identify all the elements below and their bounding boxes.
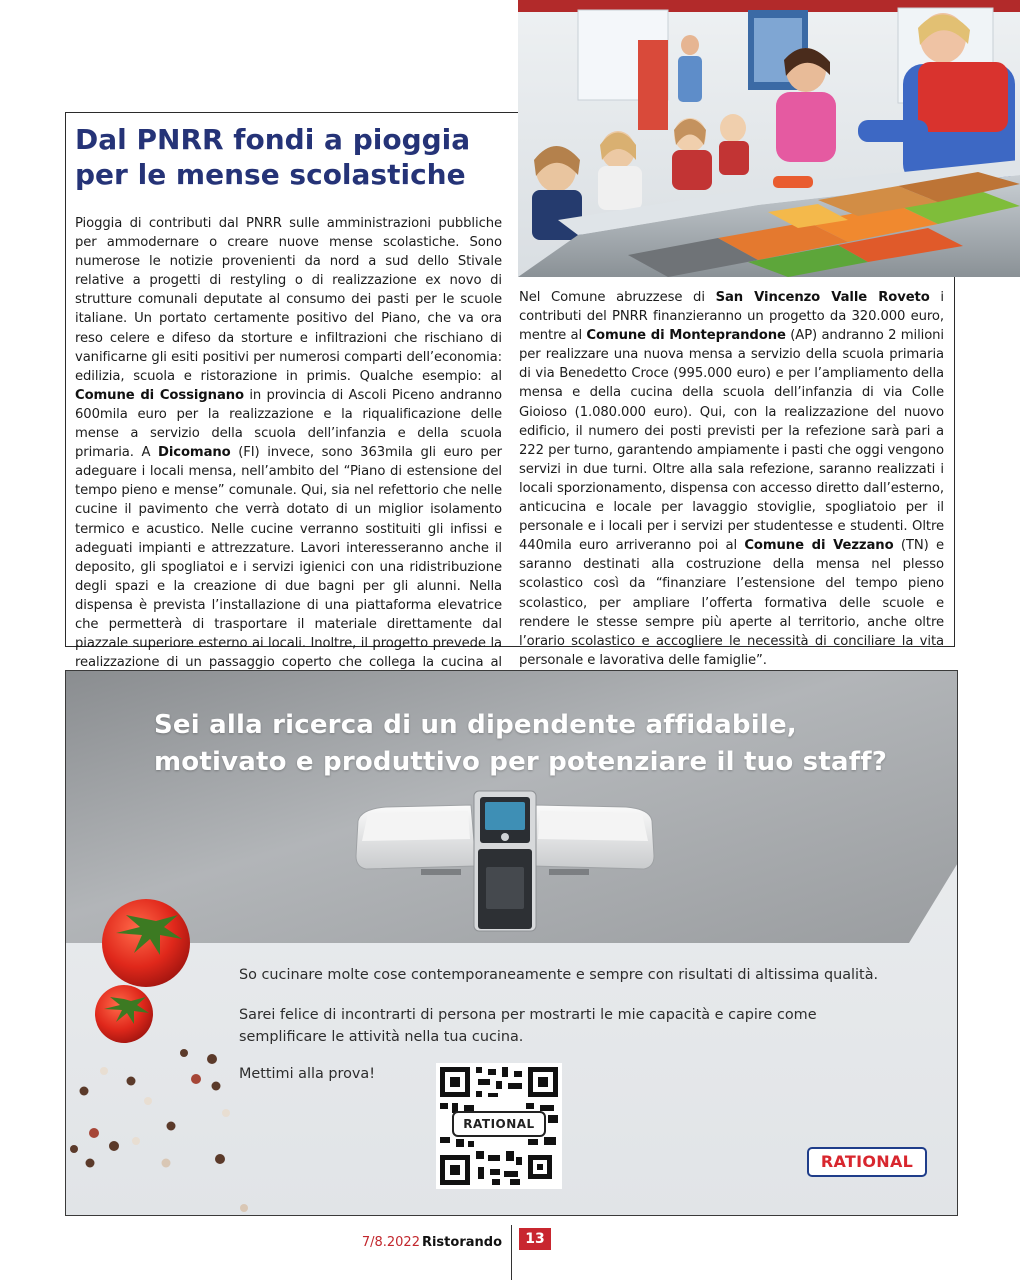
ad-call-to-action: Mettimi alla prova! [239, 1066, 375, 1082]
footer-divider [511, 1225, 512, 1280]
body-text: Nel Comune abruzzese di [519, 290, 716, 305]
advertisement [65, 670, 958, 1216]
body-text: (TN) e saranno destinati alla costruzione della mensa nel plesso scolastico così da “finanziare l’estensione del tempo pieno scolastico, per ampliare l’offerta formativa delle scuole e rendere le stesse sempre più aperte al territorio, anche oltre l’orario scolastico e accogliere le necessità di conciliare la vita personale e lavorativa delle famiglie”. [519, 538, 944, 668]
place-name-monteprandone: Comune di Monteprandone [586, 328, 786, 344]
body-text: (FI) invece, sono 363mila gli euro per adeguare i locali mensa, nell’ambito del “Piano di estensione del tempo pieno e mense” comunale. Qui, sia nel refettorio che nelle cucine il pavimento che verrà dotato di un miglior isolamento termico e acustico. Nelle cucine verranno sostituiti gli infissi e adeguati impianti e attrezzature. Lavori interesseranno anche il deposito, gli spogliatoi e i servizi igienici con una ridistribuzione degli spazi e la creazione di due bagni per gli alunni. Nella dispensa è prevista l’installazione di una piattaforma elevatrice che permetterà di trasportare il materiale direttamente dal piazzale superiore esterno ai locali. Inoltre, il progetto prevede la realizzazione di un passaggio coperto che collega la cucina al [75, 445, 502, 671]
rational-logo: RATIONAL [807, 1147, 927, 1177]
body-text: Pioggia di contributi dal PNRR sulle amministrazioni pubbliche per ammodernare o creare nuove mense scolastiche. Sono numerose le notizie provenienti da nord a sud dello Stivale relative a progetti di restyling o di realizzazione ex novo di strutture comunali deputate al consumo dei pasti per le scuole italiane. Un portato certamente positivo del Piano, che va ora reso celere e difeso da storture e infiltrazioni che rischiano di vanificarne gli esiti positivi per numerosi comparti dell’economia: edilizia, scuola e ristorazione in primis. Qualche esempio: al [75, 216, 502, 384]
place-name-dicomano: Dicomano [157, 445, 231, 461]
ad-headline: Sei alla ricerca di un dipendente affidabile, motivato e produttivo per potenziare il tuo staff? [154, 710, 888, 777]
body-text: i contributi del PNRR finanzieranno un progetto da 320.000 euro, mentre al [519, 290, 944, 344]
school-canteen-photo [518, 0, 1020, 277]
place-name-cossignano: Comune di Cossignano [75, 387, 244, 403]
issue-date [362, 1235, 502, 1251]
article-headline: Dal PNRR fondi a pioggia per le mense scolastiche [75, 123, 471, 191]
issue-date-value: 7/8.2022 [361, 1235, 420, 1250]
magazine-name: Ristorando [421, 1235, 502, 1250]
article-left-column [75, 214, 502, 691]
body-text: (AP) andranno 2 milioni per realizzare una nuova mensa a servizio della scuola primaria di via Benedetto Croce (995.000 euro) e per l’ampliamento della mensa e della cucina della scuola dell’infanzia di via Colle Gioioso (1.080.000 euro). Qui, con la realizzazione del nuovo edificio, il numero dei posti previsti per la refezione sarà pari a 222 per turno, garantendo ampiamente i pasti che oggi vengono servizi in due turni. Oltre alla sala refezione, saranno realizzati i locali sporzionamento, dispensa con accesso diretto dall’esterno, anticucina e locale per lavaggio stoviglie, spogliatoio per il personale e i locali per i servizi per studentesse e studenti. Oltre 440mila euro arriveranno poi al [519, 328, 944, 554]
qr-brand-label: RATIONAL [452, 1111, 546, 1137]
article-right-column [519, 288, 944, 670]
page-number: 13 [519, 1228, 551, 1250]
ad-text-line-2: Sarei felice di incontrarti di persona per mostrarti le mie capacità e capire come semplificare le attività nella tua cucina. [239, 1007, 817, 1045]
body-text: in provincia di Ascoli Piceno andranno 600mila euro per la realizzazione e la riqualificazione delle mense a servizio della scuola dell’infanzia e della scuola primaria. A [75, 387, 502, 461]
place-name-san-vincenzo: San Vincenzo Valle Roveto [715, 290, 930, 305]
ad-text-line-1: So cucinare molte cose contemporaneamente e sempre con risultati di altissima qualità. [239, 967, 879, 983]
place-name-vezzano: Comune di Vezzano [744, 538, 894, 554]
